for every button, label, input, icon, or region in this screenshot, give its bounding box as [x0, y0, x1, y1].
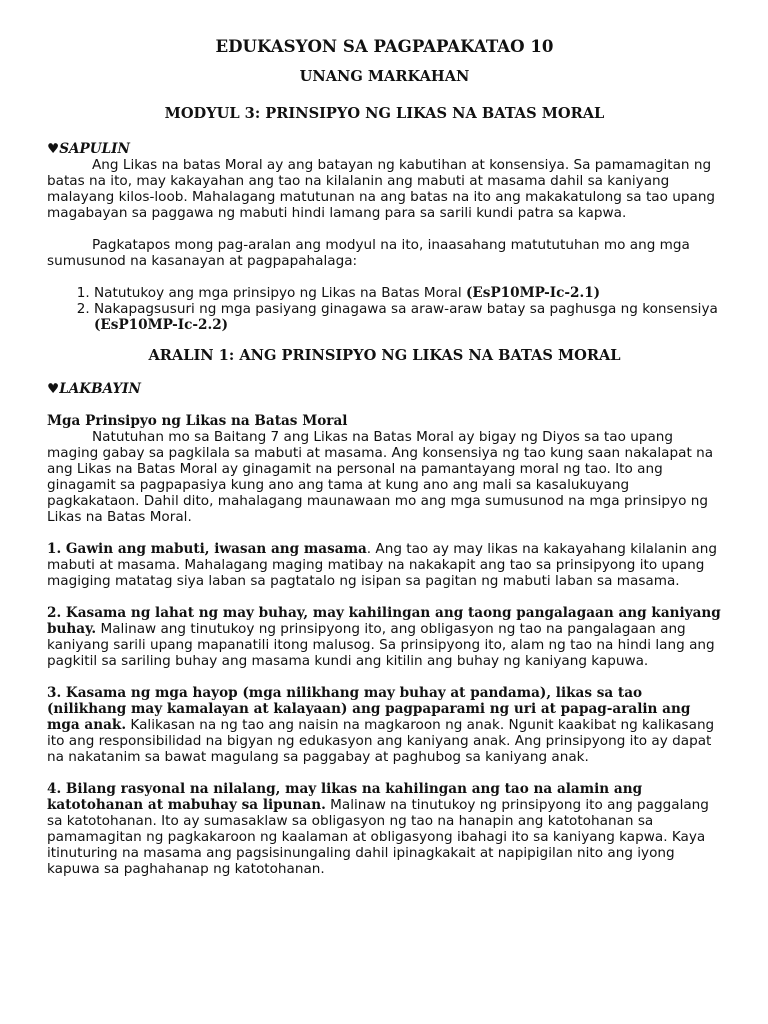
principle-title: 2. Kasama ng lahat ng may buhay, may kahilingan ang taong pangalagaan ang kaniyang buhay.	[47, 605, 721, 637]
module-heading: MODYUL 3: PRINSIPYO NG LIKAS NA BATAS MORAL	[164, 105, 605, 122]
principle-body: . Ang tao ay may likas na kakayahang kilalanin ang mabuti at masama. Mahalagang maging matibay na nakakapit ang tao sa prinsipyong ito upang magiging matatag siya laban sa pagtatalo ng isipan sa pagitan ng mabuti laban sa masama.	[47, 541, 717, 589]
document-title: EDUKASYON SA PAGPAPAKATAO 10	[215, 36, 554, 56]
lesson-heading: ARALIN 1: ANG PRINSIPYO NG LIKAS NA BATAS MORAL	[148, 347, 621, 364]
principle-body: Kalikasan na ng tao ang naisin na magkaroon ng anak. Ngunit kaakibat ng kalikasang ito ang responsibilidad na bigyan ng edukasyon ang kaniyang anak. Ang prinsipyong ito ay dapat na nakatanim sa bawat magulang sa paggabay at paghubog sa kaniyang anak.	[47, 717, 715, 765]
principle-body: Malinaw na tinutukoy ng prinsipyong ito ang paggalang sa katotohanan. Ito ay sumasaklaw sa obligasyon ng tao na hanapin ang katotohanan sa pamamagitan ng pagkakaroon ng kaalaman at obligasyong ibahagi ito sa kaniyang kapwa. Kaya itinuturing na masama ang pagsisinungaling dahil ipinagkakait at napipigilan nito ang iyong kapuwa sa paghahanap ng katotohanan.	[47, 797, 709, 877]
lakbayin-label: LAKBAYIN	[59, 381, 141, 397]
objectives-list	[47, 285, 722, 333]
principle-2	[47, 605, 722, 669]
objectives-intro: Pagkatapos mong pag-aralan ang modyul na ito, inaasahang matututuhan mo ang mga sumusunod na kasanayan at pagpapahalaga:	[47, 237, 690, 269]
objective-item	[94, 285, 722, 301]
objective-item	[94, 301, 722, 333]
principle-title: 4. Bilang rasyonal na nilalang, may likas na kahilingan ang tao na alamin ang katotohanan at mabuhay sa lipunan.	[47, 781, 643, 813]
sapulin-heading	[47, 141, 722, 157]
objective-text: Natutukoy ang mga prinsipyo ng Likas na Batas Moral	[94, 285, 466, 301]
objective-text: Nakapagsusuri ng mga pasiyang ginagawa sa araw-araw batay sa paghusga ng konsensiya	[94, 301, 718, 317]
principle-4	[47, 781, 722, 877]
sapulin-label: SAPULIN	[59, 141, 130, 157]
sapulin-paragraph: Ang Likas na batas Moral ay ang batayan ng kabutihan at konsensiya. Sa pamamagitan ng batas na ito, may kakayahan ang tao na kilalanin ang mabuti at masama dahil sa kaniyang malayang kilos-loob. Mahalagang matutunan na ang batas na ito ang makakatulong sa tao upang magabayan sa paggawa ng mabuti hindi lamang para sa sarili kundi patra sa kapwa.	[47, 157, 716, 221]
principles-subheading: Mga Prinsipyo ng Likas na Batas Moral	[47, 413, 348, 429]
principle-3	[47, 685, 722, 765]
principle-title: 1. Gawin ang mabuti, iwasan ang masama	[47, 541, 367, 557]
lakbayin-heading	[47, 381, 722, 397]
competency-code: (EsP10MP-Ic-2.1)	[466, 285, 601, 301]
heart-icon: ♥	[47, 141, 60, 157]
principles-intro: Natutuhan mo sa Baitang 7 ang Likas na Batas Moral ay bigay ng Diyos sa tao upang maging gabay sa pagkilala sa mabuti at masama. Ang konsensiya ng tao kung saan nakalapat na ang Likas na Batas Moral ay ginagamit na personal na pamantayang moral ng tao. Ito ang ginagamit sa pagpapasiya kung ano ang tama at kung ano ang mali sa kasalukuyang pagkakataon. Dahil dito, mahalagang maunawaan mo ang mga sumusunod na mga prinsipyo ng Likas na Batas Moral.	[47, 429, 714, 525]
competency-code: (EsP10MP-Ic-2.2)	[94, 317, 229, 333]
heart-icon: ♥	[47, 381, 60, 397]
quarter-heading: UNANG MARKAHAN	[299, 68, 470, 85]
principle-title: 3. Kasama ng mga hayop (mga nilikhang may buhay at pandama), likas sa tao (nilikhang may kamalayan at kalayaan) ang pagpaparami ng uri at papag-aralin ang mga anak.	[47, 685, 691, 733]
principle-body: Malinaw ang tinutukoy ng prinsipyong ito, ang obligasyon ng tao na pangalagaan ang kaniyang sarili upang mapanatili itong malusog. Sa prinsipyong ito, alam ng tao na hindi lang ang pagkitil sa sariling buhay ang masama kundi ang kitilin ang buhay ng kaniyang kapuwa.	[47, 621, 715, 669]
principle-1	[47, 541, 722, 589]
